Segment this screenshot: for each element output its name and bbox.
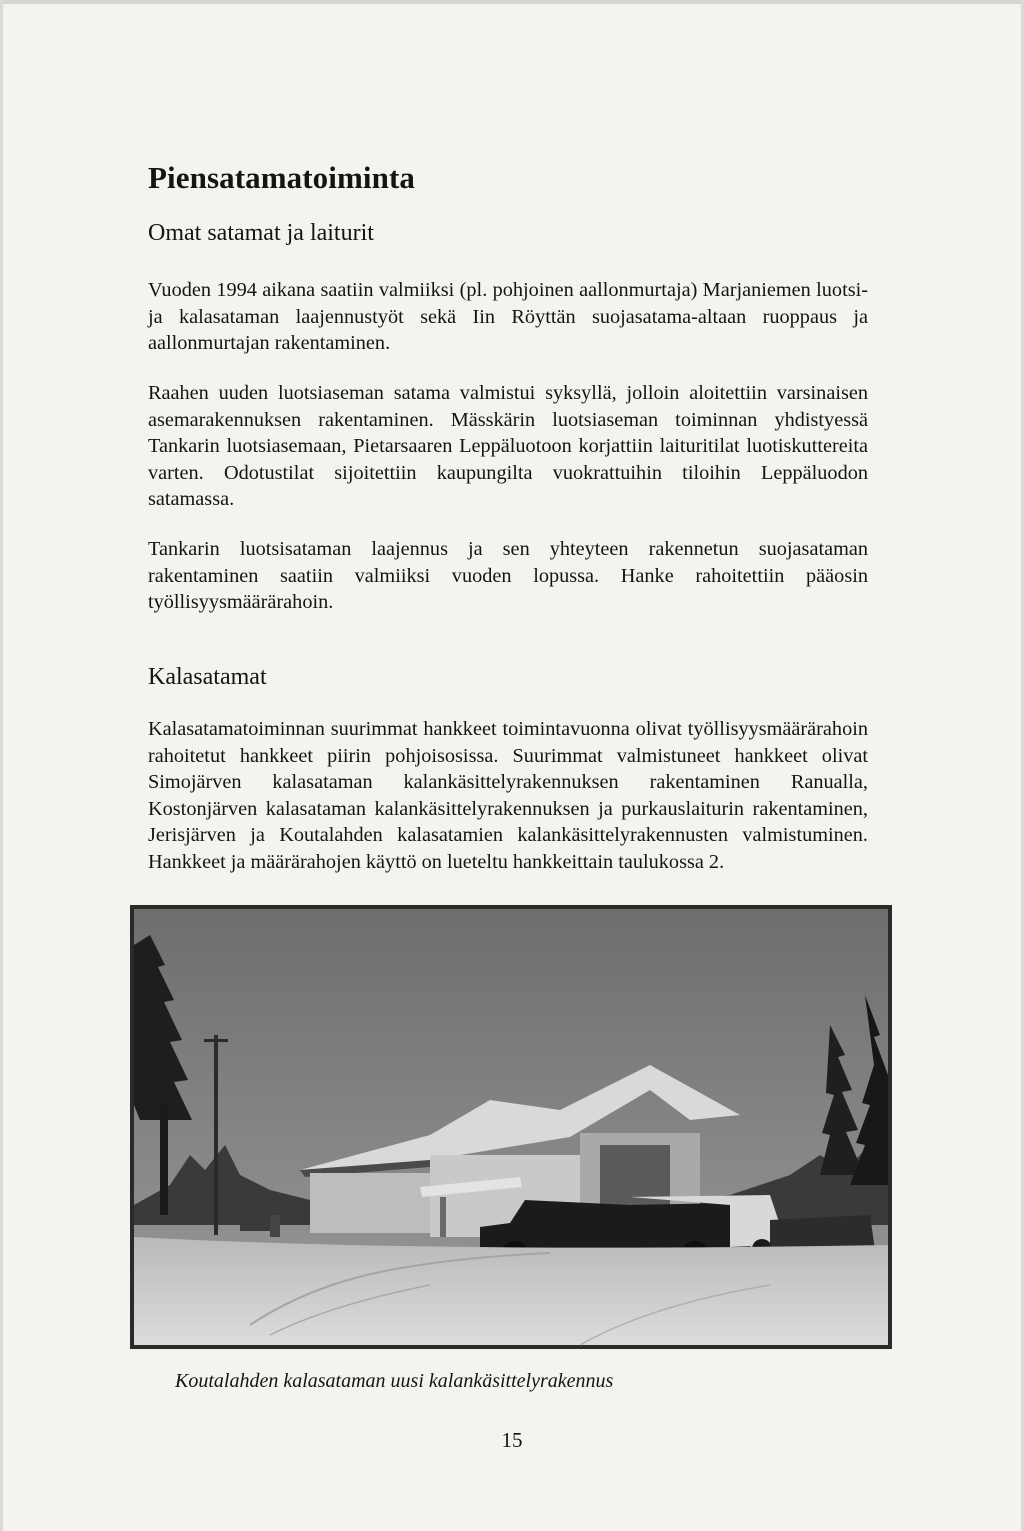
photo-caption: Koutalahden kalasataman uusi kalankäsittelyrakennus bbox=[175, 1370, 614, 1392]
paragraph: Tankarin luotsisataman laajennus ja sen yhteyteen rakennetun suojasataman rakentaminen saatiin valmiiksi vuoden lopussa. Hanke rahoitettiin pääosin työllisyysmäärärahoin. bbox=[148, 538, 868, 613]
paragraph: Raahen uuden luotsiaseman satama valmistui syksyllä, jolloin aloitettiin varsinaisen asemarakennuksen rakentaminen. Mässkärin luotsiaseman toiminnan yhdistyessä Tankarin luotsiasemaan, Pietarsaaren Leppäluotoon korjattiin laituritilat luotiskuttereita varten. Odotustilat sijoitettiin kaupungilta vuokrattuihin tiloihin Leppäluodon satamassa. bbox=[148, 382, 868, 510]
section-title: Piensatamatoiminta bbox=[148, 160, 415, 195]
subsection-heading-kalasatamat: Kalasatamat bbox=[148, 664, 267, 690]
photo-fish-processing-building bbox=[130, 905, 892, 1349]
scan-edge-top bbox=[0, 0, 1024, 4]
page-number: 15 bbox=[501, 1428, 523, 1452]
subsection-heading-omat-satamat: Omat satamat ja laiturit bbox=[148, 220, 374, 246]
paragraph: Kalasatamatoiminnan suurimmat hankkeet toimintavuonna olivat työllisyysmäärärahoin rahoitetut hankkeet piirin pohjoisosissa. Suurimmat valmistuneet hankkeet olivat Simojärven kalasataman kalankäsittelyrakennuksen rakentaminen Ranualla, Kostonjärven kalasataman kalankäsittelyrakennuksen ja purkauslaiturin rakentaminen, Jerisjärven ja Koutalahden kalasatamien kalankäsittelyrakennusten valmistuminen. Hankkeet ja määrärahojen käyttö on lueteltu hankkeittain taulukossa 2. bbox=[148, 718, 868, 873]
scan-edge-left bbox=[0, 0, 3, 1531]
paragraph: Vuoden 1994 aikana saatiin valmiiksi (pl. pohjoinen aallonmurtaja) Marjaniemen luotsi- ja kalasataman laajennustyöt sekä Iin Röyttän suojasatama-altaan ruoppaus ja aallonmurtajan rakentaminen. bbox=[148, 279, 868, 354]
